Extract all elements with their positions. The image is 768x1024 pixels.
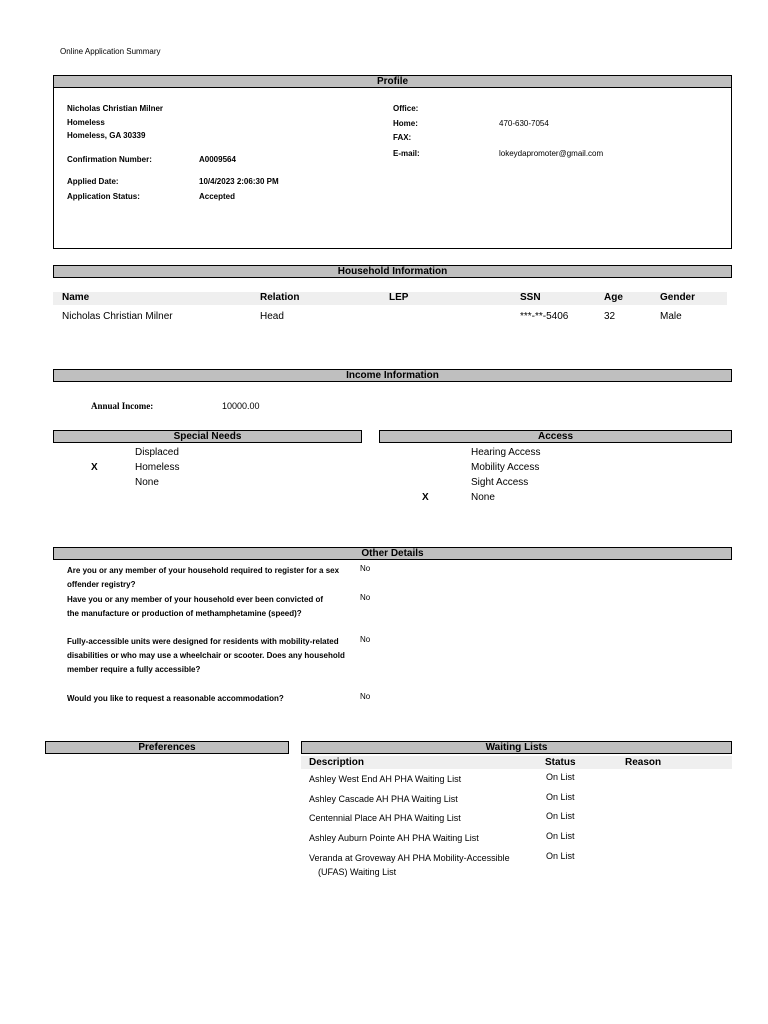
question-fully-accessible: Fully-accessible units were designed for residents with mobility-related disabilities or who may use a wheelchair or scooter. Does any household member require a fully accessible?: [67, 637, 345, 674]
household-col-relation: Relation: [260, 292, 300, 303]
waiting-list-row-4-description: Ashley Auburn Pointe AH PHA Waiting List: [309, 833, 479, 843]
waiting-list-row-5-status: On List: [546, 851, 575, 861]
waiting-lists-header: Waiting Lists: [301, 741, 732, 754]
address-line2: Homeless, GA 30339: [67, 131, 146, 140]
access-mark-none: X: [422, 492, 429, 503]
applicant-name: Nicholas Christian Milner: [67, 104, 164, 113]
household-col-gender: Gender: [660, 292, 696, 303]
applied-date-value: 10/4/2023 2:06:30 PM: [199, 177, 279, 186]
household-col-ssn: SSN: [520, 292, 541, 303]
household-col-name: Name: [62, 292, 90, 303]
special-needs-item-none: None: [135, 477, 159, 488]
household-header: Household Information: [53, 265, 732, 278]
waiting-list-row-1-description: Ashley West End AH PHA Waiting List: [309, 774, 462, 784]
fax-label: FAX:: [393, 133, 412, 142]
access-header: Access: [379, 430, 732, 443]
applied-date-label: Applied Date:: [67, 177, 119, 186]
profile-section: [53, 75, 732, 249]
household-member-gender: Male: [660, 311, 682, 322]
status-value: Accepted: [199, 192, 236, 201]
annual-income-value: 10000.00: [222, 401, 260, 411]
preferences-header: Preferences: [45, 741, 289, 754]
household-member-age: 32: [604, 311, 616, 322]
address-line1: Homeless: [67, 118, 105, 127]
access-item-mobility: Mobility Access: [471, 462, 540, 473]
household-member-ssn: ***-**-5406: [520, 311, 569, 322]
income-header: Income Information: [53, 369, 732, 382]
waiting-list-row-5-description: Veranda at Groveway AH PHA Mobility-Accessible (UFAS) Waiting List: [309, 853, 510, 877]
waiting-col-description: Description: [309, 757, 365, 768]
waiting-col-reason: Reason: [625, 757, 662, 768]
confirmation-value: A0009564: [199, 155, 236, 164]
household-member-relation: Head: [260, 311, 284, 322]
access-item-none: None: [471, 492, 495, 503]
household-member-name: Nicholas Christian Milner: [62, 311, 173, 322]
waiting-col-status: Status: [545, 757, 576, 768]
office-label: Office:: [393, 104, 419, 113]
access-item-hearing: Hearing Access: [471, 447, 541, 458]
special-needs-mark-homeless: X: [91, 462, 98, 473]
answer-methamphetamine: No: [360, 593, 371, 602]
waiting-list-row-2-description: Ashley Cascade AH PHA Waiting List: [309, 794, 458, 804]
other-details-header: Other Details: [53, 547, 732, 560]
home-phone-value: 470-630-7054: [499, 119, 549, 128]
question-reasonable-accommodation: Would you like to request a reasonable accommodation?: [67, 694, 284, 703]
special-needs-header: Special Needs: [53, 430, 362, 443]
question-sex-offender: Are you or any member of your household required to register for a sex offender registry?: [67, 566, 340, 589]
household-col-age: Age: [604, 292, 623, 303]
email-value: lokeydapromoter@gmail.com: [499, 149, 604, 158]
access-item-sight: Sight Access: [471, 477, 529, 488]
home-label: Home:: [393, 119, 418, 128]
email-label: E-mail:: [393, 149, 420, 158]
waiting-list-row-4-status: On List: [546, 831, 575, 841]
waiting-list-row-2-status: On List: [546, 792, 575, 802]
waiting-list-row-3-description: Centennial Place AH PHA Waiting List: [309, 813, 461, 823]
waiting-list-row-3-status: On List: [546, 811, 575, 821]
confirmation-label: Confirmation Number:: [67, 155, 152, 164]
question-methamphetamine: Have you or any member of your household ever been convicted of the manufacture or production of methamphetamine (speed)?: [67, 595, 324, 618]
profile-header: Profile: [53, 75, 732, 88]
special-needs-item-displaced: Displaced: [135, 447, 179, 458]
page-title: Online Application Summary: [60, 47, 161, 56]
answer-sex-offender: No: [360, 564, 371, 573]
status-label: Application Status:: [67, 192, 140, 201]
household-col-lep: LEP: [389, 292, 409, 303]
answer-reasonable-accommodation: No: [360, 692, 371, 701]
waiting-list-row-1-status: On List: [546, 772, 575, 782]
waiting-lists-column-header-row: [301, 756, 732, 769]
annual-income-label: Annual Income:: [91, 401, 154, 411]
special-needs-item-homeless: Homeless: [135, 462, 180, 473]
answer-fully-accessible: No: [360, 635, 371, 644]
